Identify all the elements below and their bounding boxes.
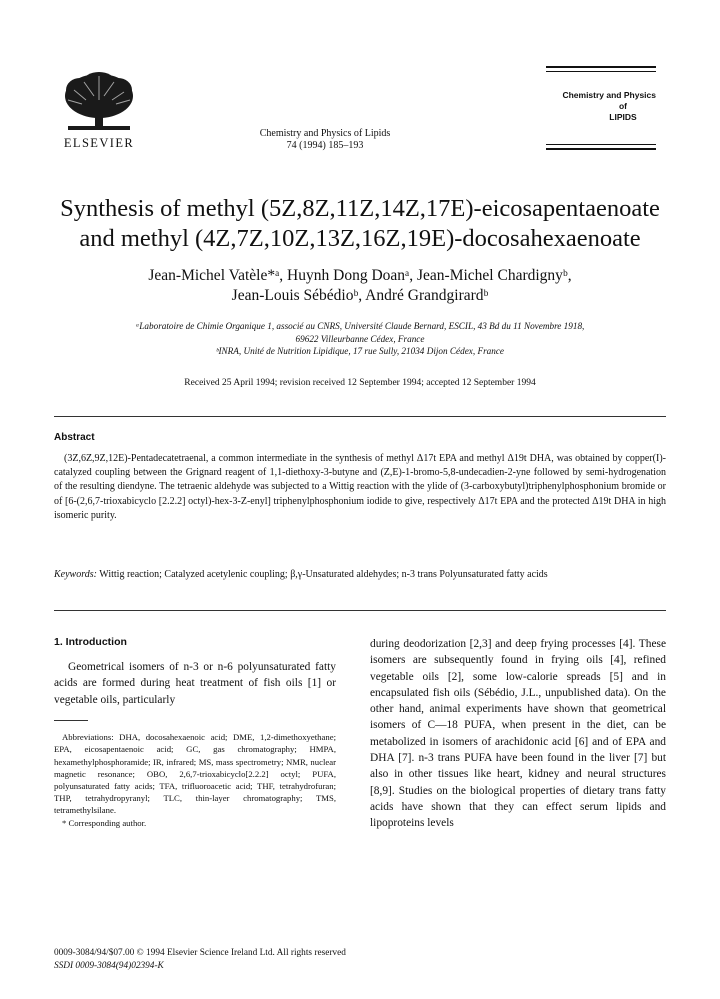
- ssdi-line: SSDI 0009-3084(94)02394-K: [54, 961, 164, 971]
- publisher-name: ELSEVIER: [63, 136, 135, 150]
- journal-reference: [230, 128, 420, 152]
- copyright-line: 0009-3084/94/$07.00 © 1994 Elsevier Science Ireland Ltd. All rights reserved: [54, 948, 346, 958]
- brand-line2: of: [618, 101, 628, 111]
- section-heading-introduction: 1. Introduction: [54, 636, 127, 648]
- corresponding-author-note: * Corresponding author.: [62, 817, 147, 828]
- journal-name: Chemistry and Physics of Lipids: [259, 128, 391, 139]
- intro-paragraph-right: during deodorization [2,3] and deep frying processes [4]. These isomers are subsequently found in frying oils [4], refined vegetable oils [2], some low-calorie spreads [5] and in encapsulated fish oils (Sébédio, J.L., unpublished data). On the other hand, animal experiments have shown that geometrical isomers of C—18 PUFA, when present in the diet, can be metabolized in isomers of arachidonic acid [6] and of EPA and DHA [7]. n-3 trans PUFA have been found in the liver [7] but also in other tissues like heart, kidney and neural structures [8,9]. Studies on the biological properties of dietary trans fatty acids have shown that they can effect serum lipids and lipoproteins levels: [370, 638, 666, 830]
- keywords-list: Wittig reaction; Catalyzed acetylenic coupling; β,γ-Unsaturated aldehydes; n-3 trans Polyunsaturated fatty acids: [99, 569, 548, 580]
- brand-text: [546, 90, 656, 123]
- brand-line1: Chemistry and Physics: [562, 90, 656, 100]
- affiliation-b: ᵇINRA, Unité de Nutrition Lipidique, 17 rue Sully, 21034 Dijon Cédex, France: [215, 346, 504, 356]
- author-list: [40, 266, 680, 306]
- affiliation-a-line1: ᵃLaboratoire de Chimie Organique 1, associé au CNRS, Université Claude Bernard, ESCIL, 43 Bd du 11 Novembre 1918,: [135, 321, 585, 331]
- authors-line1: Jean-Michel Vatèle*ᵃ, Huynh Dong Doanᵃ, Jean-Michel Chardignyᵇ,: [148, 267, 572, 284]
- title-line2: and methyl (4Z,7Z,10Z,13Z,16Z,19E)-docosahexaenoate: [79, 225, 641, 252]
- brand-line3: LIPIDS: [609, 112, 637, 122]
- tree-logo: [54, 70, 144, 134]
- abstract-heading: Abstract: [54, 432, 95, 443]
- affiliation-a-line2: 69622 Villeurbanne Cédex, France: [295, 333, 425, 344]
- abstract-body: (3Z,6Z,9Z,12E)-Pentadecatetraenal, a common intermediate in the synthesis of methyl Δ17t EPA and methyl Δ19t DHA, was obtained by copper(I)-catalyzed coupling between the Grignard reagent of 1,1-diethoxy-3-butyne and (Z,E)-1-bromo-5,8-undecadien-2-yne followed by semi-hydrogenation of the resulting diendyne. The tetraenic aldehyde was subjected to a Wittig reaction with the ylide of (3-carboxybutyl)triphenylphosphonium bromide or of [6-(2,6,7-trioxabicyclo [2.2.2] octyl)-hex-3-Z-enyl] triphenylphosphonium iodide to give, respectively Δ17t EPA and the protected Δ19t DHA in high isomeric purity.: [54, 453, 666, 521]
- abbreviations-footnote: Abbreviations: DHA, docosahexaenoic acid; DME, 1,2-dimethoxyethane; EPA, eicosapentaenoic acid; GC, gas chromatography; HMPA, hexamethylphosphoramide; IR, infrared; MS, mass spectrometry; NMR, nuclear magnetic resonance; OBO, 2,6,7-trioxabicyclo[2.2.2] octyl; PUFA, polyunsaturated fatty acids; TFA, trifluoroacetic acid; THF, tetrahydrofuran; THP, tetrahydropyranyl; TLC, thin-layer chromatography; TMS, tetramethylsilane.: [54, 732, 336, 816]
- keywords: [54, 568, 666, 582]
- divider-bottom: [54, 610, 666, 611]
- page-footer: [54, 947, 666, 973]
- affiliations: [40, 320, 680, 358]
- right-column: [370, 636, 666, 832]
- title-line1: Synthesis of methyl (5Z,8Z,11Z,14Z,17E)-eicosapentaenoate: [60, 195, 660, 222]
- keywords-label: Keywords:: [54, 569, 97, 580]
- intro-paragraph-left: Geometrical isomers of n-3 or n-6 polyunsaturated fatty acids are formed during heat treatment of fish oils [1] or vegetable oils, particularly: [54, 661, 336, 706]
- journal-brand: [546, 66, 656, 156]
- brand-rule-top-thin: [546, 71, 656, 72]
- brand-rule-bottom: [546, 148, 656, 150]
- brand-rule-top: [546, 66, 656, 68]
- footnote-rule: [54, 720, 88, 721]
- received-dates: Received 25 April 1994; revision received 12 September 1994; accepted 12 September 1994: [184, 378, 536, 388]
- divider-top: [54, 416, 666, 417]
- journal-issue: 74 (1994) 185–193: [286, 140, 364, 151]
- left-column: [54, 636, 336, 829]
- brand-rule-bottom-thin: [546, 144, 656, 145]
- authors-line2: Jean-Louis Sébédioᵇ, André Grandgirardᵇ: [231, 287, 489, 304]
- article-title: [40, 194, 680, 254]
